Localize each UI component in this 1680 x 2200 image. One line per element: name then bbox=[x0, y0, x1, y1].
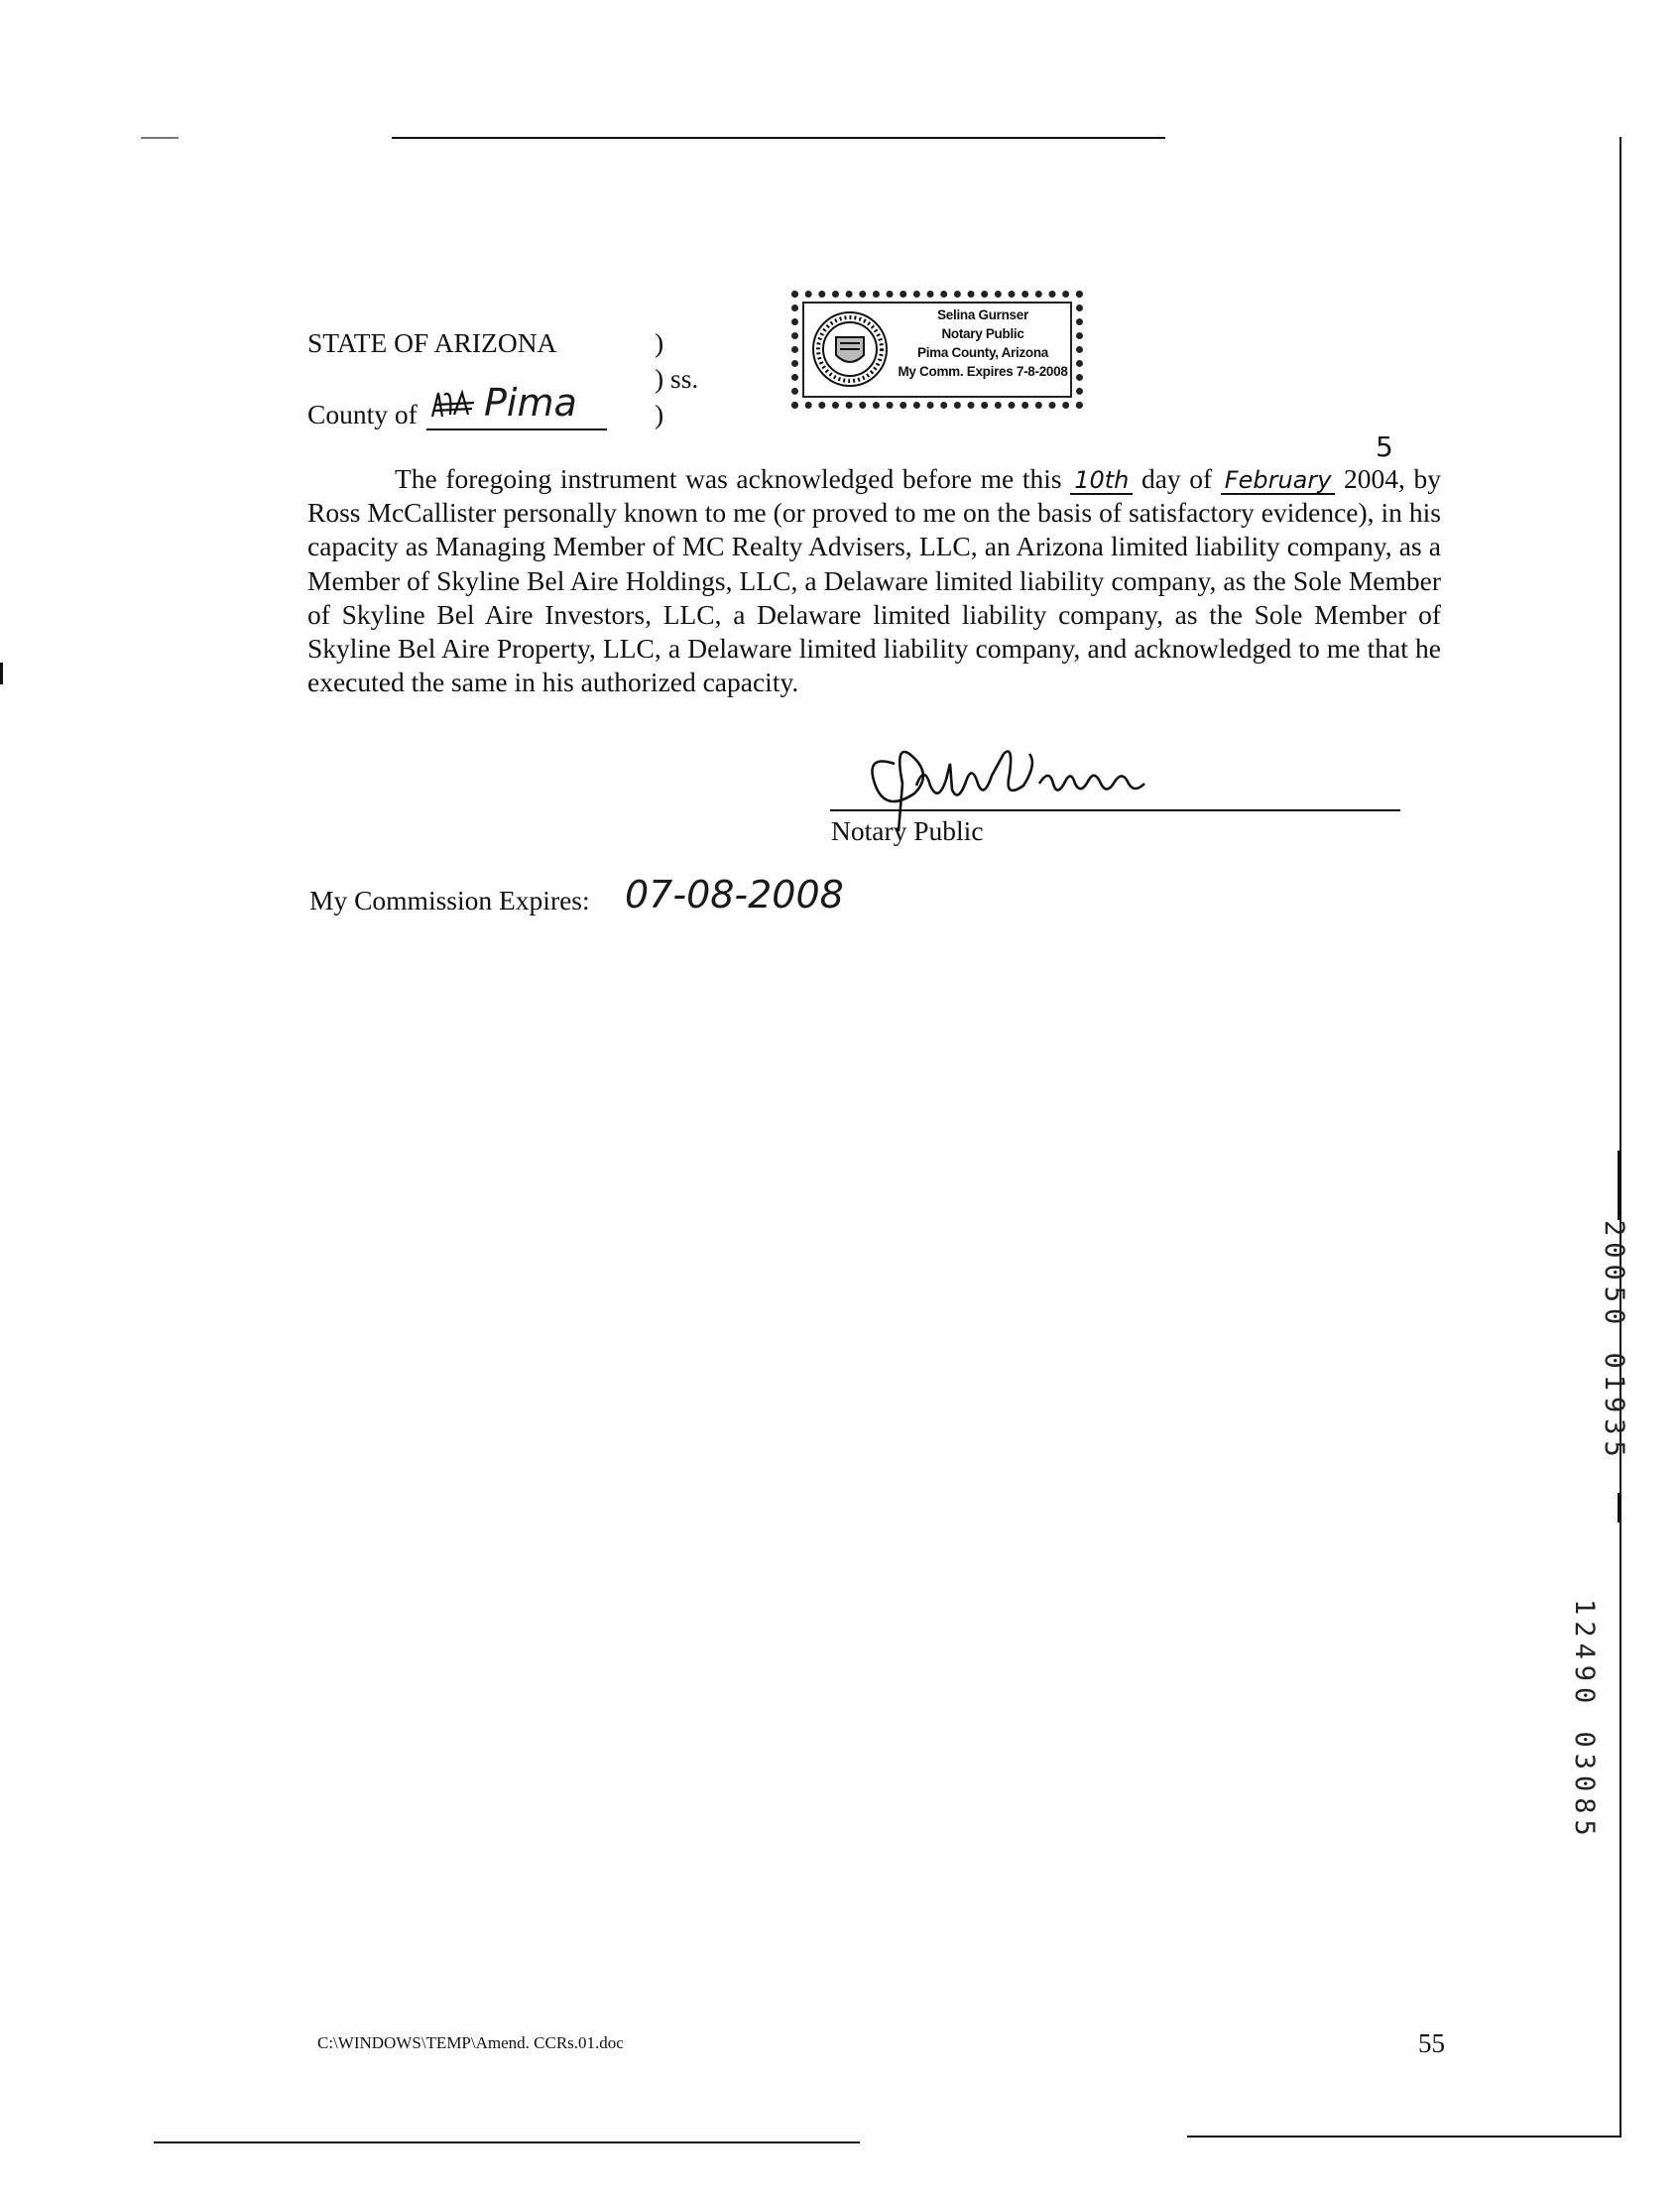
county-underline bbox=[426, 428, 607, 430]
commission-value: 07-08-2008 bbox=[625, 873, 844, 917]
ack-text-2: day of bbox=[1140, 463, 1213, 494]
stamp-title: Notary Public bbox=[941, 326, 1024, 341]
county-label: County of bbox=[307, 399, 418, 429]
venue-paren-3: ) bbox=[655, 399, 664, 429]
state-label: STATE OF ARIZONA bbox=[307, 327, 557, 358]
recording-number-upper: 20050 01935 bbox=[1599, 1220, 1629, 1463]
upper-number-line-top bbox=[1618, 1151, 1620, 1220]
top-scan-line bbox=[392, 137, 1165, 139]
bottom-scan-line-right bbox=[1187, 2136, 1621, 2138]
left-edge-mark bbox=[0, 663, 3, 684]
county-strike-scribble bbox=[428, 387, 478, 423]
recording-number-lower: 12490 03085 bbox=[1569, 1599, 1600, 1842]
notary-stamp bbox=[791, 291, 1083, 409]
signature-label: Notary Public bbox=[831, 815, 984, 846]
footer-page-number: 55 bbox=[1418, 2028, 1445, 2058]
ack-text-3: , by Ross McCallister personally known to me (or proved to me on the basis of satisfactory evidence), in his capacity as Managing Member of MC Realty Advisers, LLC, an Arizona limited liability company, as a Member of Skyline Bel Aire Holdings, LLC, a Delaware limited liability company, as the Sole Member of Skyline Bel Aire Investors, LLC, a Delaware limited liability company, as the Sole Member of Skyline Bel Aire Property, LLC, a Delaware limited liability company, and acknowledged to me that he executed the same in his authorized capacity. bbox=[307, 463, 1441, 698]
acknowledgment-paragraph bbox=[307, 430, 1441, 699]
bottom-scan-line-left bbox=[154, 2141, 860, 2143]
ack-year-value: 2004 bbox=[1344, 463, 1399, 494]
ack-year-correction: 5 bbox=[1376, 430, 1393, 463]
upper-number-line-bottom bbox=[1618, 1493, 1620, 1523]
footer-file-path: C:\WINDOWS\TEMP\Amend. CCRs.01.doc bbox=[317, 2033, 624, 2052]
ack-year-group bbox=[1344, 430, 1399, 496]
stamp-location: Pima County, Arizona bbox=[916, 345, 1048, 360]
right-border-line bbox=[1620, 137, 1621, 2136]
notary-seal-icon bbox=[810, 309, 890, 389]
ack-month-value: February bbox=[1221, 467, 1336, 495]
ack-text-1: The foregoing instrument was acknowledged before me this bbox=[395, 463, 1062, 494]
signature-line bbox=[830, 809, 1400, 811]
stamp-name: Selina Gurnser bbox=[937, 307, 1028, 322]
county-value: Pima bbox=[484, 381, 577, 425]
ack-day-value: 10th bbox=[1070, 467, 1133, 495]
top-left-mark bbox=[141, 137, 179, 139]
venue-paren-ss: ) ss. bbox=[655, 363, 699, 394]
stamp-commission: My Comm. Expires 7-8-2008 bbox=[898, 364, 1068, 379]
commission-label: My Commission Expires: bbox=[309, 885, 590, 916]
venue-paren-1: ) bbox=[655, 327, 664, 358]
